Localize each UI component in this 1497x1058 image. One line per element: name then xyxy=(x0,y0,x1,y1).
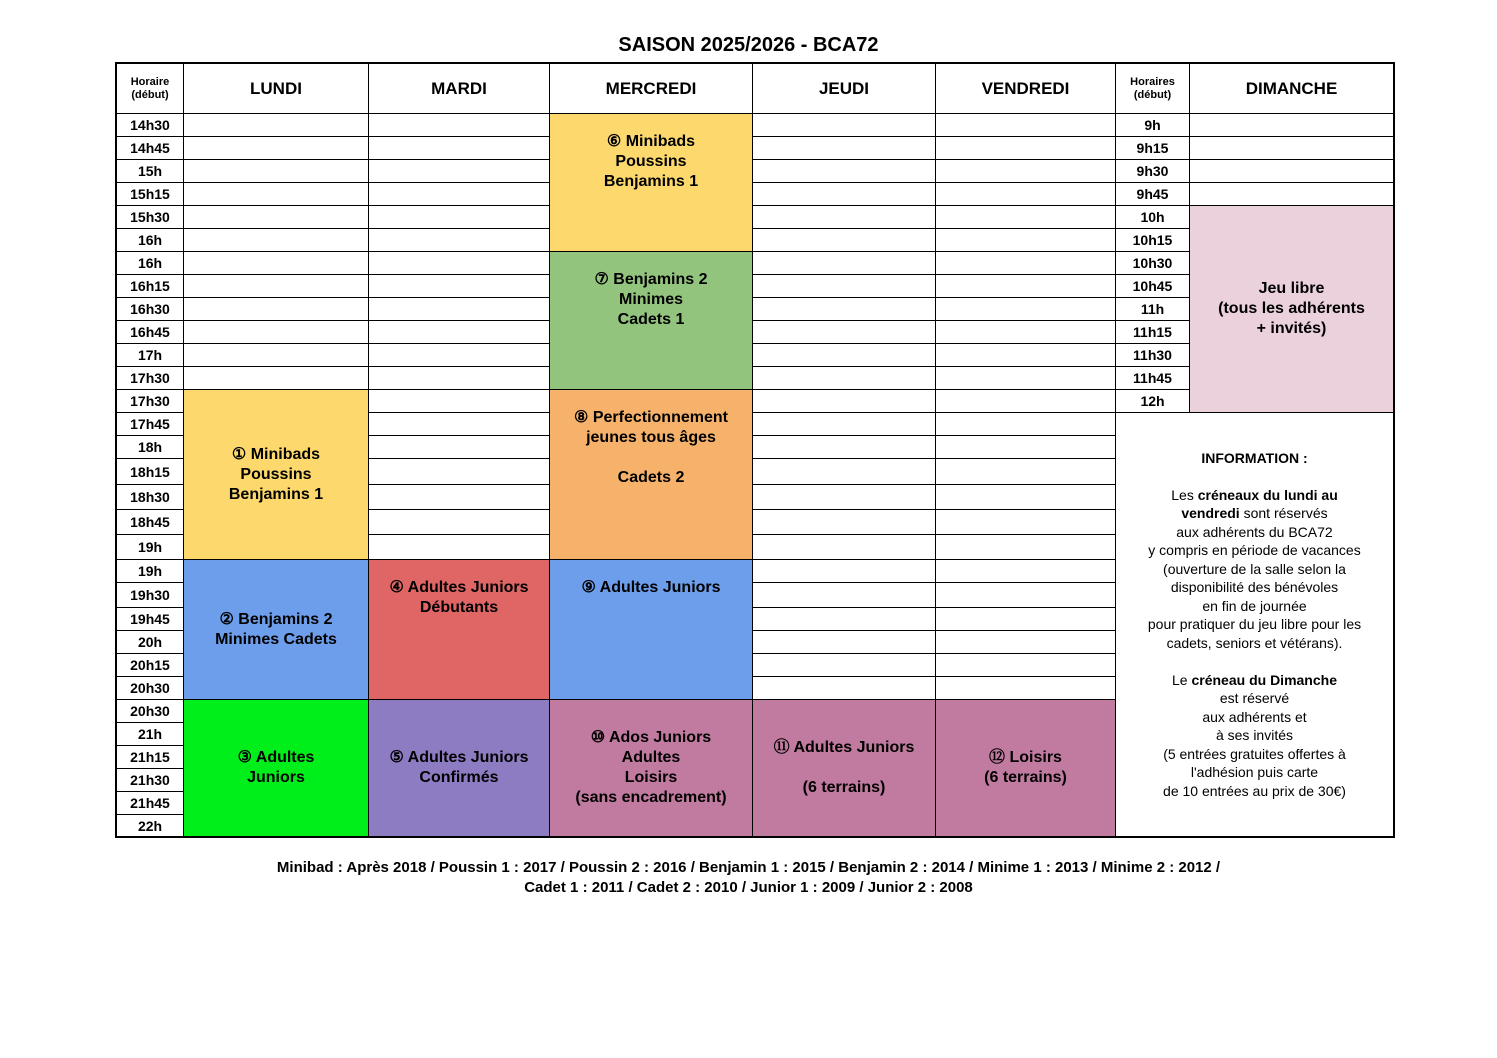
time-cell: 20h30 xyxy=(116,676,184,700)
information-line: aux adhérents du BCA72 xyxy=(1176,523,1333,540)
empty-slot xyxy=(935,630,1116,654)
time-cell: 17h45 xyxy=(116,412,184,436)
empty-slot xyxy=(183,159,369,183)
empty-slot xyxy=(368,182,550,206)
empty-slot xyxy=(752,435,936,459)
sunday-time-cell: 9h45 xyxy=(1115,182,1190,206)
empty-slot xyxy=(935,607,1116,631)
empty-slot xyxy=(752,251,936,275)
header-horaire-left: Horaire (début) xyxy=(116,63,184,114)
time-cell: 20h xyxy=(116,630,184,654)
empty-slot xyxy=(368,251,550,275)
activity-block-b6: ⑥ Minibads Poussins Benjamins 1 xyxy=(549,113,753,252)
time-cell: 22h xyxy=(116,814,184,837)
activity-block-b7: ⑦ Benjamins 2 Minimes Cadets 1 xyxy=(549,251,753,390)
sunday-time-cell: 12h xyxy=(1115,389,1190,413)
time-cell: 16h30 xyxy=(116,297,184,321)
time-cell: 21h xyxy=(116,722,184,746)
time-cell: 19h xyxy=(116,534,184,560)
empty-slot xyxy=(752,297,936,321)
empty-slot xyxy=(752,182,936,206)
information-line: (5 entrées gratuites offertes à xyxy=(1163,745,1346,762)
empty-slot xyxy=(752,159,936,183)
empty-slot xyxy=(368,159,550,183)
empty-slot xyxy=(935,159,1116,183)
information-line: l'adhésion puis carte xyxy=(1190,764,1319,781)
sunday-time-cell: 11h15 xyxy=(1115,320,1190,344)
empty-slot xyxy=(752,559,936,583)
time-cell: 14h30 xyxy=(116,113,184,137)
information-line: y compris en période de vacances xyxy=(1148,542,1361,559)
sunday-empty-slot xyxy=(1189,113,1394,137)
information-line: pour pratiquer du jeu libre pour les xyxy=(1147,616,1362,633)
empty-slot xyxy=(935,113,1116,137)
sunday-time-cell: 11h30 xyxy=(1115,343,1190,367)
time-cell: 17h30 xyxy=(116,389,184,413)
empty-slot xyxy=(935,343,1116,367)
empty-slot xyxy=(752,534,936,560)
empty-slot xyxy=(183,274,369,298)
time-cell: 21h15 xyxy=(116,745,184,769)
sunday-time-cell: 9h30 xyxy=(1115,159,1190,183)
sunday-time-cell: 10h30 xyxy=(1115,251,1190,275)
empty-slot xyxy=(368,343,550,367)
time-cell: 15h xyxy=(116,159,184,183)
information-box xyxy=(1115,412,1394,837)
sunday-time-cell: 10h xyxy=(1115,205,1190,229)
empty-slot xyxy=(935,320,1116,344)
empty-slot xyxy=(935,534,1116,560)
time-cell: 18h30 xyxy=(116,484,184,510)
empty-slot xyxy=(752,582,936,608)
information-line xyxy=(1148,467,1361,486)
empty-slot xyxy=(183,320,369,344)
information-line: aux adhérents et xyxy=(1202,708,1307,725)
information-line: Les créneaux du lundi au xyxy=(1171,486,1338,503)
time-cell: 19h30 xyxy=(116,582,184,608)
header-horaire-right: Horaires (début) xyxy=(1115,63,1190,114)
time-cell: 20h30 xyxy=(116,699,184,723)
header-day-mardi: MARDI xyxy=(368,63,550,114)
empty-slot xyxy=(368,274,550,298)
empty-slot xyxy=(935,484,1116,510)
empty-slot xyxy=(368,228,550,252)
empty-slot xyxy=(368,113,550,137)
time-cell: 21h30 xyxy=(116,768,184,792)
information-line: (ouverture de la salle selon la xyxy=(1163,560,1346,577)
header-day-jeudi: JEUDI xyxy=(752,63,936,114)
empty-slot xyxy=(935,366,1116,390)
activity-block-b5: ⑤ Adultes Juniors Confirmés xyxy=(368,699,550,837)
activity-block-b11: ⑪ Adultes Juniors (6 terrains) xyxy=(752,699,936,837)
empty-slot xyxy=(752,630,936,654)
sunday-time-cell: 11h45 xyxy=(1115,366,1190,390)
footer-line-1: Minibad : Après 2018 / Poussin 1 : 2017 / Poussin 2 : 2016 / Benjamin 1 : 2015 / Benjamin 2 : 2014 / Minime 1 : 2013 / Minime 2 : 2012 / xyxy=(276,859,1221,876)
empty-slot xyxy=(935,274,1116,298)
time-cell: 16h15 xyxy=(116,274,184,298)
information-line: vendredi sont réservés xyxy=(1181,505,1328,522)
information-line xyxy=(1148,652,1361,671)
time-cell: 18h45 xyxy=(116,509,184,535)
empty-slot xyxy=(368,366,550,390)
activity-block-b8: ⑧ Perfectionnement jeunes tous âges Cadets 2 xyxy=(549,389,753,560)
time-cell: 21h45 xyxy=(116,791,184,815)
empty-slot xyxy=(935,136,1116,160)
information-line: à ses invités xyxy=(1215,727,1294,744)
empty-slot xyxy=(935,653,1116,677)
sunday-empty-slot xyxy=(1189,159,1394,183)
empty-slot xyxy=(183,366,369,390)
empty-slot xyxy=(752,653,936,677)
empty-slot xyxy=(752,113,936,137)
empty-slot xyxy=(368,320,550,344)
page-title: SAISON 2025/2026 - BCA72 xyxy=(618,34,879,56)
empty-slot xyxy=(935,435,1116,459)
empty-slot xyxy=(752,343,936,367)
empty-slot xyxy=(752,607,936,631)
sunday-time-cell: 10h45 xyxy=(1115,274,1190,298)
sunday-empty-slot xyxy=(1189,136,1394,160)
empty-slot xyxy=(368,435,550,459)
time-cell: 19h45 xyxy=(116,607,184,631)
activity-block-b4: ④ Adultes Juniors Débutants xyxy=(368,559,550,700)
empty-slot xyxy=(752,136,936,160)
time-cell: 17h30 xyxy=(116,366,184,390)
empty-slot xyxy=(935,676,1116,700)
empty-slot xyxy=(368,136,550,160)
time-cell: 16h xyxy=(116,251,184,275)
empty-slot xyxy=(752,274,936,298)
empty-slot xyxy=(935,559,1116,583)
sunday-time-cell: 9h xyxy=(1115,113,1190,137)
time-cell: 17h xyxy=(116,343,184,367)
activity-block-b2: ② Benjamins 2 Minimes Cadets xyxy=(183,559,369,700)
empty-slot xyxy=(752,389,936,413)
empty-slot xyxy=(752,205,936,229)
empty-slot xyxy=(935,297,1116,321)
empty-slot xyxy=(752,458,936,485)
empty-slot xyxy=(752,366,936,390)
activity-block-b9: ⑨ Adultes Juniors xyxy=(549,559,753,700)
header-day-vendredi: VENDREDI xyxy=(935,63,1116,114)
empty-slot xyxy=(368,484,550,510)
empty-slot xyxy=(183,136,369,160)
empty-slot xyxy=(752,320,936,344)
empty-slot xyxy=(935,182,1116,206)
header-day-lundi: LUNDI xyxy=(183,63,369,114)
empty-slot xyxy=(368,205,550,229)
information-line: en fin de journée xyxy=(1202,597,1307,614)
empty-slot xyxy=(368,458,550,485)
sunday-time-cell: 9h15 xyxy=(1115,136,1190,160)
empty-slot xyxy=(935,458,1116,485)
time-cell: 20h15 xyxy=(116,653,184,677)
information-line: disponibilité des bénévoles xyxy=(1170,579,1339,596)
information-line: cadets, seniors et vétérans). xyxy=(1166,634,1343,651)
information-line: de 10 entrées au prix de 30€) xyxy=(1163,782,1346,799)
empty-slot xyxy=(935,251,1116,275)
information-line: est réservé xyxy=(1219,690,1290,707)
time-cell: 19h xyxy=(116,559,184,583)
sunday-empty-slot xyxy=(1189,182,1394,206)
empty-slot xyxy=(752,676,936,700)
time-cell: 15h15 xyxy=(116,182,184,206)
empty-slot xyxy=(368,297,550,321)
empty-slot xyxy=(183,343,369,367)
empty-slot xyxy=(752,228,936,252)
time-cell: 16h45 xyxy=(116,320,184,344)
header-day-dimanche: DIMANCHE xyxy=(1189,63,1394,114)
activity-block-b1: ① Minibads Poussins Benjamins 1 xyxy=(183,389,369,560)
activity-block-b10: ⑩ Ados Juniors Adultes Loisirs (sans encadrement) xyxy=(549,699,753,837)
empty-slot xyxy=(935,509,1116,535)
time-cell: 16h xyxy=(116,228,184,252)
information-heading: INFORMATION : xyxy=(1201,449,1308,466)
activity-block-b12: ⑫ Loisirs (6 terrains) xyxy=(935,699,1116,837)
empty-slot xyxy=(752,484,936,510)
empty-slot xyxy=(368,389,550,413)
footer-line-2: Cadet 1 : 2011 / Cadet 2 : 2010 / Junior 1 : 2009 / Junior 2 : 2008 xyxy=(524,879,973,896)
empty-slot xyxy=(935,412,1116,436)
time-cell: 15h30 xyxy=(116,205,184,229)
empty-slot xyxy=(183,205,369,229)
empty-slot xyxy=(368,412,550,436)
empty-slot xyxy=(183,228,369,252)
empty-slot xyxy=(368,534,550,560)
empty-slot xyxy=(935,582,1116,608)
header-day-mercredi: MERCREDI xyxy=(549,63,753,114)
time-cell: 18h15 xyxy=(116,458,184,485)
activity-block-b3: ③ Adultes Juniors xyxy=(183,699,369,837)
empty-slot xyxy=(183,251,369,275)
activity-block-jeu-libre: Jeu libre (tous les adhérents + invités) xyxy=(1189,205,1394,413)
empty-slot xyxy=(935,389,1116,413)
information-line: Le créneau du Dimanche xyxy=(1172,671,1337,688)
sunday-time-cell: 11h xyxy=(1115,297,1190,321)
empty-slot xyxy=(368,509,550,535)
empty-slot xyxy=(935,228,1116,252)
empty-slot xyxy=(752,509,936,535)
empty-slot xyxy=(183,297,369,321)
empty-slot xyxy=(183,113,369,137)
empty-slot xyxy=(752,412,936,436)
time-cell: 18h xyxy=(116,435,184,459)
empty-slot xyxy=(183,182,369,206)
sunday-time-cell: 10h15 xyxy=(1115,228,1190,252)
time-cell: 14h45 xyxy=(116,136,184,160)
empty-slot xyxy=(935,205,1116,229)
